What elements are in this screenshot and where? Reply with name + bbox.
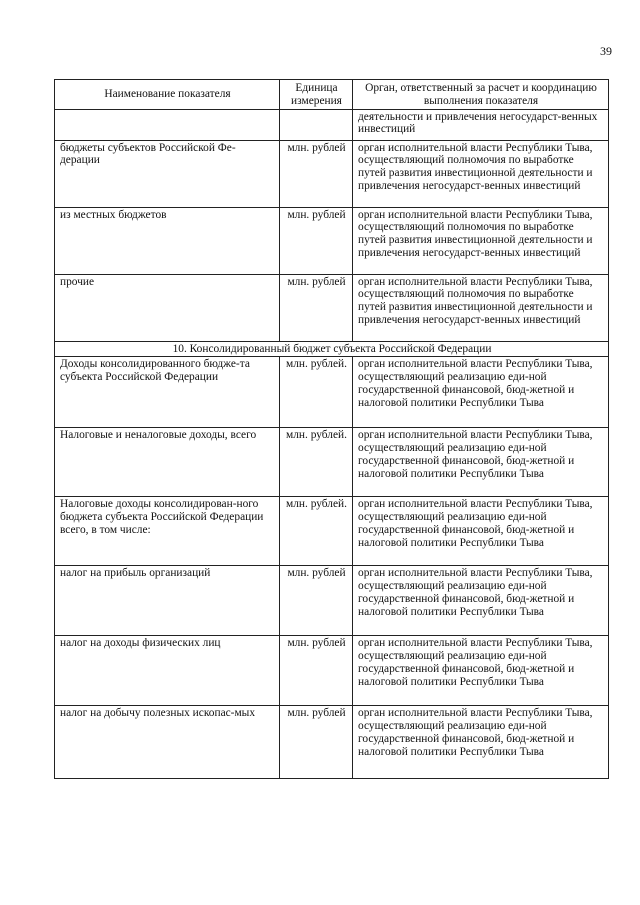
responsible-body-cell: орган исполнительной власти Республики Тыва, осуществляющий полномочия по выработке путей развития инвестиционной деятельности и привлечения негосударст-венных инвестиций bbox=[353, 140, 609, 207]
responsible-body-cell: орган исполнительной власти Республики Тыва, осуществляющий реализацию еди-ной государственной финансовой, бюд-жетной и налоговой политики Республики Тыва bbox=[353, 566, 609, 636]
unit-cell: млн. рублей bbox=[280, 566, 353, 636]
responsible-body-cell: орган исполнительной власти Республики Тыва, осуществляющий полномочия по выработке путей развития инвестиционной деятельности и привлечения негосударст-венных инвестиций bbox=[353, 207, 609, 274]
page-number: 39 bbox=[600, 44, 612, 58]
unit-cell: млн. рублей. bbox=[280, 497, 353, 566]
unit-cell: млн. рублей bbox=[280, 140, 353, 207]
responsible-body-cell: орган исполнительной власти Республики Тыва, осуществляющий реализацию еди-ной государственной финансовой, бюд-жетной и налоговой политики Республики Тыва bbox=[353, 636, 609, 706]
unit-cell: млн. рублей bbox=[280, 274, 353, 341]
responsible-body-cell: орган исполнительной власти Республики Тыва, осуществляющий реализацию еди-ной государственной финансовой, бюд-жетной и налоговой политики Республики Тыва bbox=[353, 357, 609, 428]
table-row bbox=[55, 207, 609, 274]
indicator-name-cell: бюджеты субъектов Российской Фе-дерации bbox=[55, 140, 280, 207]
unit-cell: млн. рублей. bbox=[280, 357, 353, 428]
indicator-name-cell: Налоговые доходы консолидирован-ного бюджета субъекта Российской Федерации всего, в том числе: bbox=[55, 497, 280, 566]
table-row bbox=[55, 357, 609, 428]
responsible-body-cell: орган исполнительной власти Республики Тыва, осуществляющий реализацию еди-ной государственной финансовой, бюд-жетной и налоговой политики Республики Тыва bbox=[353, 497, 609, 566]
unit-cell: млн. рублей bbox=[280, 207, 353, 274]
responsible-body-cell: орган исполнительной власти Республики Тыва, осуществляющий реализацию еди-ной государственной финансовой, бюд-жетной и налоговой политики Республики Тыва bbox=[353, 428, 609, 497]
table-header-row bbox=[55, 80, 609, 110]
indicator-name-cell: налог на прибыль организаций bbox=[55, 566, 280, 636]
table-row bbox=[55, 109, 609, 140]
table-row bbox=[55, 497, 609, 566]
indicator-name-cell: Доходы консолидированного бюдже-та субъекта Российской Федерации bbox=[55, 357, 280, 428]
indicator-name-cell: налог на доходы физических лиц bbox=[55, 636, 280, 706]
header-unit: Единица измерения bbox=[280, 80, 353, 110]
table-row bbox=[55, 566, 609, 636]
table-row bbox=[55, 428, 609, 497]
unit-cell: млн. рублей bbox=[280, 636, 353, 706]
indicator-name-cell: налог на добычу полезных ископас-мых bbox=[55, 706, 280, 779]
table-row bbox=[55, 274, 609, 341]
responsible-body-cell: орган исполнительной власти Республики Тыва, осуществляющий реализацию еди-ной государственной финансовой, бюд-жетной и налоговой политики Республики Тыва bbox=[353, 706, 609, 779]
header-responsible-body: Орган, ответственный за расчет и координацию выполнения показателя bbox=[353, 80, 609, 110]
responsible-body-cell: орган исполнительной власти Республики Тыва, осуществляющий полномочия по выработке путей развития инвестиционной деятельности и привлечения негосударст-венных инвестиций bbox=[353, 274, 609, 341]
responsible-body-cell: деятельности и привлечения негосударст-венных инвестиций bbox=[353, 109, 609, 140]
indicator-name-cell: прочие bbox=[55, 274, 280, 341]
unit-cell: млн. рублей bbox=[280, 706, 353, 779]
table-row bbox=[55, 636, 609, 706]
section-title: 10. Консолидированный бюджет субъекта Российской Федерации bbox=[55, 341, 609, 357]
table-row bbox=[55, 706, 609, 779]
unit-cell bbox=[280, 109, 353, 140]
indicator-name-cell: Налоговые и неналоговые доходы, всего bbox=[55, 428, 280, 497]
table-row bbox=[55, 140, 609, 207]
indicators-table bbox=[54, 79, 609, 779]
indicator-name-cell: из местных бюджетов bbox=[55, 207, 280, 274]
indicator-name-cell bbox=[55, 109, 280, 140]
header-indicator-name: Наименование показателя bbox=[55, 80, 280, 110]
section-heading-row bbox=[55, 341, 609, 357]
unit-cell: млн. рублей. bbox=[280, 428, 353, 497]
